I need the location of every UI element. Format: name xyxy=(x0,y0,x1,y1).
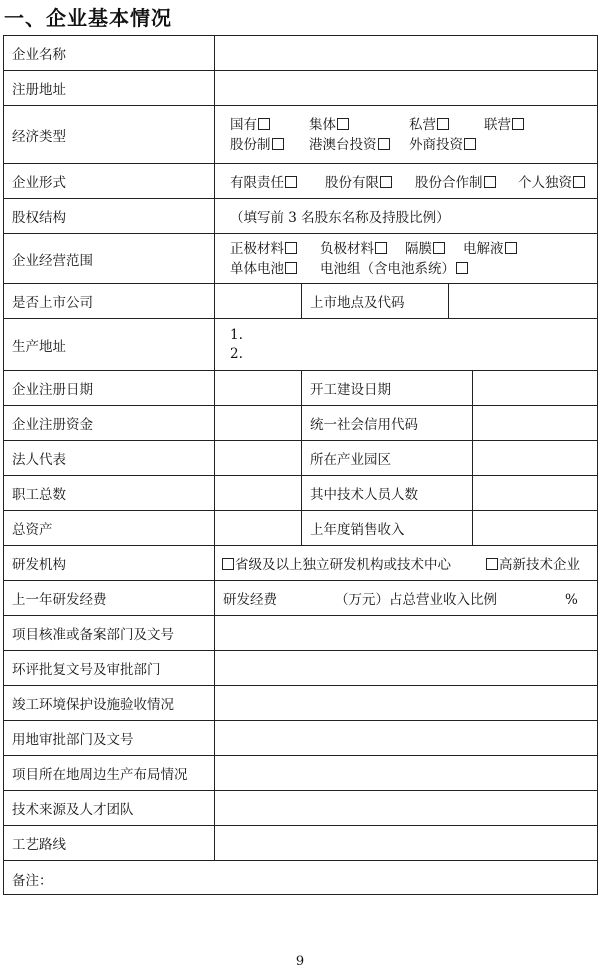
field-env-acceptance[interactable] xyxy=(215,686,598,721)
label-listing-location: 上市地点及代码 xyxy=(302,284,449,319)
checkbox-icon xyxy=(512,118,524,130)
field-total-assets[interactable] xyxy=(215,511,302,546)
option-sole-proprietor[interactable]: 个人独资 xyxy=(518,171,586,191)
enterprise-form-options xyxy=(215,164,598,199)
row-production-address xyxy=(4,319,598,371)
option-foreign[interactable]: 外商投资 xyxy=(409,135,477,155)
label-company-name: 企业名称 xyxy=(4,36,215,71)
checkbox-icon xyxy=(272,138,284,150)
row-land-approval xyxy=(4,721,598,756)
economic-type-options xyxy=(215,106,598,164)
section-title: 一、企业基本情况 xyxy=(4,6,172,30)
field-industrial-park[interactable] xyxy=(473,441,598,476)
option-joint[interactable]: 联营 xyxy=(484,115,525,135)
label-employees: 职工总数 xyxy=(4,476,215,511)
option-battery-pack[interactable]: 电池组（含电池系统） xyxy=(320,259,469,279)
label-production-address: 生产地址 xyxy=(4,319,215,371)
checkbox-icon xyxy=(486,558,498,570)
label-env-acceptance: 竣工环境保护设施验收情况 xyxy=(4,686,215,721)
label-last-year-sales: 上年度销售收入 xyxy=(302,511,473,546)
row-equity-structure xyxy=(4,199,598,234)
label-eia-approval: 环评批复文号及审批部门 xyxy=(4,651,215,686)
rd-institution-options xyxy=(215,546,598,581)
business-scope-options xyxy=(215,234,598,284)
row-legal-representative xyxy=(4,441,598,476)
row-listed xyxy=(4,284,598,319)
option-joint-stock[interactable]: 股份有限 xyxy=(325,171,415,191)
label-process-route: 工艺路线 xyxy=(4,826,215,861)
field-registration-date[interactable] xyxy=(215,371,302,406)
field-legal-representative[interactable] xyxy=(215,441,302,476)
label-registered-address: 注册地址 xyxy=(4,71,215,106)
row-rd-institution xyxy=(4,546,598,581)
checkbox-icon xyxy=(456,262,468,274)
label-registered-capital: 企业注册资金 xyxy=(4,406,215,441)
checkbox-icon xyxy=(505,242,517,254)
option-provincial-rd-center[interactable]: 省级及以上独立研发机构或技术中心 xyxy=(221,553,485,573)
row-enterprise-form xyxy=(4,164,598,199)
percent-sign: % xyxy=(565,592,578,608)
field-production-address[interactable] xyxy=(215,319,598,371)
label-listed: 是否上市公司 xyxy=(4,284,215,319)
row-env-acceptance xyxy=(4,686,598,721)
label-total-assets: 总资产 xyxy=(4,511,215,546)
option-cathode[interactable]: 正极材料 xyxy=(230,239,320,259)
row-economic-type xyxy=(4,106,598,164)
row-process-route xyxy=(4,826,598,861)
option-cell[interactable]: 单体电池 xyxy=(230,259,320,279)
label-rd-institution: 研发机构 xyxy=(4,546,215,581)
label-tech-source: 技术来源及人才团队 xyxy=(4,791,215,826)
row-employees xyxy=(4,476,598,511)
checkbox-icon xyxy=(437,118,449,130)
field-land-approval[interactable] xyxy=(215,721,598,756)
checkbox-icon xyxy=(464,138,476,150)
field-listed[interactable] xyxy=(215,284,302,319)
field-credit-code[interactable] xyxy=(473,406,598,441)
field-process-route[interactable] xyxy=(215,826,598,861)
field-tech-source[interactable] xyxy=(215,791,598,826)
option-anode[interactable]: 负极材料 xyxy=(320,239,405,259)
label-construction-date: 开工建设日期 xyxy=(302,371,473,406)
label-credit-code: 统一社会信用代码 xyxy=(302,406,473,441)
checkbox-icon xyxy=(433,242,445,254)
label-enterprise-form: 企业形式 xyxy=(4,164,215,199)
basic-info-form xyxy=(3,35,598,895)
label-equity-structure: 股权结构 xyxy=(4,199,215,234)
checkbox-icon xyxy=(484,176,496,188)
row-registered-capital xyxy=(4,406,598,441)
field-construction-date[interactable] xyxy=(473,371,598,406)
checkbox-icon xyxy=(285,242,297,254)
checkbox-icon xyxy=(337,118,349,130)
option-state-owned[interactable]: 国有 xyxy=(230,115,309,135)
field-company-name[interactable] xyxy=(215,36,598,71)
option-private[interactable]: 私营 xyxy=(409,115,484,135)
option-hk-macao-taiwan[interactable]: 港澳台投资 xyxy=(309,135,409,155)
row-total-assets xyxy=(4,511,598,546)
field-registered-address[interactable] xyxy=(215,71,598,106)
field-last-year-sales[interactable] xyxy=(473,511,598,546)
field-equity-structure[interactable] xyxy=(215,199,598,234)
field-technical-staff[interactable] xyxy=(473,476,598,511)
field-surrounding-layout[interactable] xyxy=(215,756,598,791)
label-remarks: 备注： xyxy=(12,873,53,889)
checkbox-icon xyxy=(285,176,297,188)
checkbox-icon xyxy=(222,558,234,570)
checkbox-icon xyxy=(573,176,585,188)
checkbox-icon xyxy=(378,138,390,150)
row-registration-date xyxy=(4,371,598,406)
checkbox-icon xyxy=(375,242,387,254)
option-shareholding[interactable]: 股份制 xyxy=(230,135,309,155)
option-limited-liability[interactable]: 有限责任 xyxy=(230,171,325,191)
label-project-approval: 项目核准或备案部门及文号 xyxy=(4,616,215,651)
field-eia-approval[interactable] xyxy=(215,651,598,686)
page-number: 9 xyxy=(295,954,305,969)
field-listing-location[interactable] xyxy=(449,284,598,319)
row-company-name xyxy=(4,36,598,71)
checkbox-icon xyxy=(285,262,297,274)
option-electrolyte[interactable]: 电解液 xyxy=(463,239,518,259)
label-rd-expense: 上一年研发经费 xyxy=(4,581,215,616)
field-rd-expense[interactable] xyxy=(215,581,598,616)
row-eia-approval xyxy=(4,651,598,686)
field-employees[interactable] xyxy=(215,476,302,511)
label-economic-type: 经济类型 xyxy=(4,106,215,164)
field-registered-capital[interactable] xyxy=(215,406,302,441)
checkbox-icon xyxy=(258,118,270,130)
production-address-line-1: 1. xyxy=(230,326,243,343)
option-high-tech-enterprise[interactable]: 高新技术企业 xyxy=(485,553,580,573)
equity-structure-hint: （填写前 3 名股东名称及持股比例） xyxy=(230,210,450,226)
rd-expense-ratio-text: （万元）占总营业收入比例 xyxy=(335,592,497,608)
checkbox-icon xyxy=(380,176,392,188)
label-land-approval: 用地审批部门及文号 xyxy=(4,721,215,756)
field-remarks[interactable] xyxy=(4,861,598,895)
option-collective[interactable]: 集体 xyxy=(309,115,409,135)
label-technical-staff: 其中技术人员人数 xyxy=(302,476,473,511)
label-registration-date: 企业注册日期 xyxy=(4,371,215,406)
production-address-line-2: 2. xyxy=(230,345,243,362)
row-business-scope xyxy=(4,234,598,284)
row-remarks xyxy=(4,861,598,895)
row-surrounding-layout xyxy=(4,756,598,791)
option-cooperative[interactable]: 股份合作制 xyxy=(415,171,518,191)
label-legal-representative: 法人代表 xyxy=(4,441,215,476)
row-registered-address xyxy=(4,71,598,106)
label-business-scope: 企业经营范围 xyxy=(4,234,215,284)
label-industrial-park: 所在产业园区 xyxy=(302,441,473,476)
label-surrounding-layout: 项目所在地周边生产布局情况 xyxy=(4,756,215,791)
option-separator[interactable]: 隔膜 xyxy=(405,239,463,259)
field-project-approval[interactable] xyxy=(215,616,598,651)
row-rd-expense xyxy=(4,581,598,616)
row-project-approval xyxy=(4,616,598,651)
rd-expense-text: 研发经费 xyxy=(223,592,277,608)
row-tech-source xyxy=(4,791,598,826)
